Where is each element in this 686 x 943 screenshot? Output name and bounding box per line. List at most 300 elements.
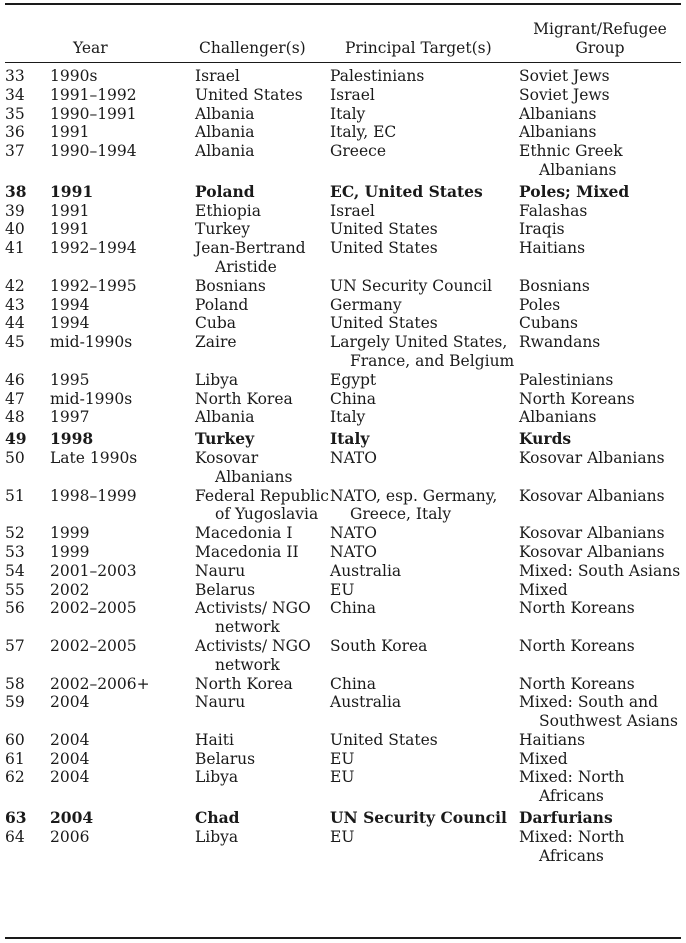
- row-group: [519, 750, 681, 769]
- row-target-text: Israel: [330, 85, 375, 104]
- row-challenger: [195, 105, 330, 124]
- row-year-text: Late 1990s: [50, 448, 138, 467]
- row-target-text: Italy: [330, 408, 366, 427]
- row-year-text: 2004: [50, 768, 90, 787]
- row-number: [5, 731, 50, 750]
- row-target-text: United States: [330, 220, 438, 239]
- row-target-text: Italy, EC: [330, 123, 397, 142]
- row-challenger: [195, 806, 330, 828]
- row-number: [5, 750, 50, 769]
- table-row: [5, 599, 681, 637]
- row-year-text: 2002–2005: [50, 599, 137, 618]
- row-target: [330, 599, 519, 637]
- row-group-text: North Koreans: [519, 636, 635, 655]
- row-year-text: 1990–1991: [50, 104, 137, 123]
- row-challenger-text: Nauru: [195, 561, 246, 580]
- row-challenger: [195, 390, 330, 409]
- row-year-text: 1990s: [50, 67, 98, 85]
- row-challenger: [195, 408, 330, 427]
- row-group: [519, 562, 681, 581]
- row-target-text: Palestinians: [330, 67, 425, 85]
- row-group-text: Kosovar Albanians: [519, 524, 665, 543]
- row-number: [5, 637, 50, 675]
- row-target: [330, 675, 519, 694]
- row-year: [50, 562, 195, 581]
- row-challenger-text: Libya: [195, 370, 239, 389]
- row-target: [330, 67, 519, 86]
- row-target-text: United States: [330, 730, 438, 749]
- row-number: [5, 105, 50, 124]
- row-number: [5, 487, 50, 525]
- row-year-text: 1994: [50, 314, 90, 333]
- row-year: [50, 314, 195, 333]
- row-number-text: 52: [5, 524, 25, 543]
- header-rule: [5, 62, 681, 63]
- row-year: [50, 142, 195, 180]
- row-group: [519, 675, 681, 694]
- row-challenger-text: Belarus: [195, 749, 256, 768]
- row-target: [330, 142, 519, 180]
- row-group-text: Albanians: [519, 104, 597, 123]
- table-row: [5, 562, 681, 581]
- table-row: [5, 750, 681, 769]
- row-target: [330, 562, 519, 581]
- row-target-text: UN Security Council: [330, 276, 493, 295]
- row-group: [519, 277, 681, 296]
- row-year-text: 1991: [50, 123, 90, 142]
- row-target: [330, 86, 519, 105]
- row-challenger: [195, 581, 330, 600]
- table-row: [5, 314, 681, 333]
- row-challenger-text: Activists/ NGO network: [195, 636, 311, 674]
- row-challenger-text: Bosnians: [195, 276, 266, 295]
- row-year-text: 1998: [50, 429, 94, 449]
- header-group: [519, 8, 681, 58]
- row-challenger-text: Cuba: [195, 314, 237, 333]
- row-number: [5, 768, 50, 806]
- row-year-text: 2002–2005: [50, 636, 137, 655]
- row-target-text: UN Security Council: [330, 808, 507, 828]
- row-year: [50, 828, 195, 866]
- table-row: [5, 637, 681, 675]
- row-challenger: [195, 487, 330, 525]
- row-number-text: 39: [5, 201, 25, 220]
- row-challenger: [195, 123, 330, 142]
- row-number: [5, 543, 50, 562]
- table-row: [5, 220, 681, 239]
- row-year: [50, 333, 195, 371]
- row-target: [330, 277, 519, 296]
- row-target-text: United States: [330, 314, 438, 333]
- row-challenger: [195, 562, 330, 581]
- row-target: [330, 581, 519, 600]
- table-row: [5, 202, 681, 221]
- row-year: [50, 768, 195, 806]
- row-number-text: 38: [5, 181, 27, 201]
- row-year: [50, 750, 195, 769]
- row-challenger-text: North Korea: [195, 674, 293, 693]
- row-year-text: 1995: [50, 370, 90, 389]
- row-challenger-text: Poland: [195, 181, 255, 201]
- row-number-text: 45: [5, 333, 25, 352]
- row-year: [50, 67, 195, 86]
- row-challenger: [195, 768, 330, 806]
- table-row: [5, 543, 681, 562]
- table-row: [5, 142, 681, 180]
- row-challenger-text: Albania: [195, 104, 255, 123]
- row-year: [50, 543, 195, 562]
- row-year: [50, 180, 195, 202]
- row-target-text: Australia: [330, 693, 402, 712]
- row-challenger: [195, 543, 330, 562]
- row-group-text: Haitians: [519, 239, 586, 258]
- row-year: [50, 693, 195, 731]
- row-target: [330, 220, 519, 239]
- row-number-text: 61: [5, 749, 25, 768]
- row-number-text: 50: [5, 448, 25, 467]
- row-challenger-text: Albania: [195, 408, 255, 427]
- row-group: [519, 239, 681, 277]
- row-group-text: Mixed: South and Southwest Asians: [519, 693, 678, 731]
- row-target-text: NATO: [330, 524, 377, 543]
- table-row: [5, 449, 681, 487]
- row-challenger-text: Albania: [195, 142, 255, 161]
- row-year-text: 2004: [50, 808, 94, 828]
- row-group: [519, 637, 681, 675]
- table-row: [5, 828, 681, 866]
- row-year-text: 2004: [50, 730, 90, 749]
- header-year: Year: [73, 39, 108, 58]
- row-challenger-text: Turkey: [195, 429, 255, 449]
- row-year-text: 2004: [50, 693, 90, 712]
- row-number-text: 60: [5, 730, 25, 749]
- row-number-text: 49: [5, 429, 27, 449]
- row-challenger-text: Jean-Bertrand Aristide: [195, 239, 306, 276]
- row-group: [519, 599, 681, 637]
- row-challenger: [195, 637, 330, 675]
- row-target-text: Greece: [330, 142, 386, 161]
- row-group: [519, 202, 681, 221]
- row-challenger: [195, 371, 330, 390]
- table-row: [5, 371, 681, 390]
- row-number-text: 54: [5, 561, 25, 580]
- row-group-text: Mixed: [519, 749, 568, 768]
- row-year-text: 1990–1994: [50, 142, 137, 161]
- row-year-text: mid-1990s: [50, 333, 133, 352]
- row-challenger-text: Haiti: [195, 730, 234, 749]
- row-challenger-text: Poland: [195, 295, 249, 314]
- table-row: [5, 67, 681, 86]
- row-number: [5, 693, 50, 731]
- row-challenger-text: Kosovar Albanians: [195, 448, 293, 486]
- row-group: [519, 142, 681, 180]
- table-row: [5, 768, 681, 806]
- row-year: [50, 427, 195, 449]
- table-row: [5, 86, 681, 105]
- row-target-text: NATO: [330, 542, 377, 561]
- row-group-text: Cubans: [519, 314, 578, 333]
- row-year: [50, 371, 195, 390]
- row-group-text: Soviet Jews: [519, 85, 610, 104]
- top-rule: [5, 3, 681, 5]
- row-target-text: Germany: [330, 295, 402, 314]
- row-group-text: Poles; Mixed: [519, 181, 630, 201]
- row-group-text: Iraqis: [519, 220, 565, 239]
- row-group: [519, 449, 681, 487]
- row-number-text: 56: [5, 599, 25, 618]
- row-year: [50, 277, 195, 296]
- row-challenger-text: Activists/ NGO network: [195, 599, 311, 637]
- row-number-text: 55: [5, 580, 25, 599]
- row-year-text: 2002–2006+: [50, 674, 150, 693]
- row-group-text: Kurds: [519, 429, 572, 449]
- row-number: [5, 581, 50, 600]
- row-target: [330, 543, 519, 562]
- row-number: [5, 427, 50, 449]
- row-group: [519, 333, 681, 371]
- row-challenger: [195, 427, 330, 449]
- row-target-text: Egypt: [330, 370, 377, 389]
- row-target: [330, 637, 519, 675]
- row-target: [330, 180, 519, 202]
- row-number: [5, 806, 50, 828]
- row-challenger: [195, 277, 330, 296]
- row-group: [519, 731, 681, 750]
- row-year: [50, 449, 195, 487]
- row-group-text: Rwandans: [519, 333, 601, 352]
- header-num: [5, 8, 50, 58]
- row-group: [519, 427, 681, 449]
- row-year-text: 1994: [50, 295, 90, 314]
- row-number-text: 63: [5, 808, 27, 828]
- row-number-text: 35: [5, 104, 25, 123]
- table-row: [5, 408, 681, 427]
- row-group-text: Bosnians: [519, 276, 590, 295]
- row-group: [519, 828, 681, 866]
- row-target: [330, 202, 519, 221]
- row-challenger: [195, 67, 330, 86]
- row-group-text: North Koreans: [519, 674, 635, 693]
- row-target-text: United States: [330, 239, 438, 258]
- row-group-text: Mixed: North Africans: [519, 827, 625, 865]
- row-number: [5, 123, 50, 142]
- row-challenger: [195, 333, 330, 371]
- table-row: [5, 524, 681, 543]
- table-row: [5, 675, 681, 694]
- row-year: [50, 105, 195, 124]
- bottom-rule: [5, 937, 681, 939]
- row-number-text: 58: [5, 674, 25, 693]
- row-challenger-text: Turkey: [195, 220, 251, 239]
- row-target-text: NATO, esp. Germany, Greece, Italy: [330, 486, 498, 524]
- row-number-text: 43: [5, 295, 25, 314]
- row-target-text: South Korea: [330, 636, 428, 655]
- row-year-text: 1997: [50, 408, 90, 427]
- row-challenger-text: Chad: [195, 808, 240, 828]
- header-challenger: Challenger(s): [199, 39, 306, 58]
- header-group-line2: Group: [575, 39, 625, 58]
- row-challenger-text: Belarus: [195, 580, 256, 599]
- table-row: [5, 333, 681, 371]
- row-number-text: 41: [5, 239, 25, 258]
- row-year-text: 2002: [50, 580, 90, 599]
- table-row: [5, 105, 681, 124]
- row-challenger: [195, 239, 330, 277]
- row-number-text: 51: [5, 486, 25, 505]
- row-target-text: China: [330, 599, 377, 618]
- row-number: [5, 828, 50, 866]
- row-challenger: [195, 220, 330, 239]
- row-group: [519, 487, 681, 525]
- row-group-text: Darfurians: [519, 808, 613, 828]
- row-year-text: 1992–1994: [50, 239, 137, 258]
- row-target-text: Largely United States, France, and Belgium: [330, 333, 515, 370]
- row-number: [5, 180, 50, 202]
- table-row: [5, 693, 681, 731]
- row-group: [519, 408, 681, 427]
- row-target: [330, 371, 519, 390]
- row-group: [519, 768, 681, 806]
- row-year: [50, 296, 195, 315]
- row-group-text: North Koreans: [519, 599, 635, 618]
- row-group: [519, 180, 681, 202]
- row-number: [5, 599, 50, 637]
- header-group-line1: Migrant/Refugee: [533, 20, 667, 39]
- row-group-text: Palestinians: [519, 370, 614, 389]
- row-year-text: 2001–2003: [50, 561, 137, 580]
- table-row: [5, 239, 681, 277]
- row-challenger-text: Israel: [195, 67, 240, 85]
- row-number: [5, 333, 50, 371]
- row-year-text: 1999: [50, 542, 90, 561]
- row-number: [5, 408, 50, 427]
- row-number-text: 46: [5, 370, 25, 389]
- row-group: [519, 86, 681, 105]
- row-target-text: Italy: [330, 429, 370, 449]
- row-target: [330, 768, 519, 806]
- row-year: [50, 637, 195, 675]
- row-target: [330, 239, 519, 277]
- row-challenger-text: United States: [195, 85, 303, 104]
- row-group: [519, 543, 681, 562]
- row-year-text: 2004: [50, 749, 90, 768]
- row-target-text: China: [330, 389, 377, 408]
- row-target: [330, 693, 519, 731]
- row-challenger: [195, 828, 330, 866]
- row-group-text: Mixed: North Africans: [519, 768, 625, 806]
- row-group: [519, 314, 681, 333]
- table-header: [5, 8, 681, 58]
- row-group-text: Kosovar Albanians: [519, 486, 665, 505]
- row-group-text: Albanians: [519, 408, 597, 427]
- row-challenger-text: Libya: [195, 768, 239, 787]
- table-row: [5, 427, 681, 449]
- row-group-text: Soviet Jews: [519, 67, 610, 85]
- row-target: [330, 105, 519, 124]
- row-challenger-text: Nauru: [195, 693, 246, 712]
- row-group-text: Mixed: South Asians: [519, 561, 681, 580]
- row-group-text: Albanians: [519, 123, 597, 142]
- row-number-text: 42: [5, 276, 25, 295]
- row-year: [50, 239, 195, 277]
- header-target: Principal Target(s): [345, 39, 492, 58]
- row-challenger: [195, 180, 330, 202]
- row-group-text: Haitians: [519, 730, 586, 749]
- row-target-text: EU: [330, 580, 355, 599]
- row-group-text: Mixed: [519, 580, 568, 599]
- row-number: [5, 239, 50, 277]
- row-target: [330, 123, 519, 142]
- row-year: [50, 599, 195, 637]
- table-row: [5, 180, 681, 202]
- row-number-text: 40: [5, 220, 25, 239]
- row-target: [330, 750, 519, 769]
- row-challenger: [195, 675, 330, 694]
- row-number-text: 53: [5, 542, 25, 561]
- row-number-text: 44: [5, 314, 25, 333]
- row-number: [5, 314, 50, 333]
- row-challenger: [195, 296, 330, 315]
- row-target-text: EU: [330, 827, 355, 846]
- row-number-text: 62: [5, 768, 25, 787]
- row-target-text: EC, United States: [330, 181, 483, 201]
- row-challenger: [195, 599, 330, 637]
- row-year: [50, 581, 195, 600]
- row-number: [5, 67, 50, 86]
- row-challenger-text: North Korea: [195, 389, 293, 408]
- row-challenger-text: Libya: [195, 827, 239, 846]
- row-target-text: Israel: [330, 201, 375, 220]
- row-challenger: [195, 202, 330, 221]
- row-challenger-text: Federal Republic of Yugoslavia: [195, 486, 329, 524]
- row-number: [5, 220, 50, 239]
- table-row: [5, 277, 681, 296]
- row-challenger: [195, 731, 330, 750]
- row-number: [5, 296, 50, 315]
- row-number: [5, 371, 50, 390]
- row-challenger-text: Ethiopia: [195, 201, 261, 220]
- row-challenger: [195, 314, 330, 333]
- row-group: [519, 105, 681, 124]
- row-number-text: 36: [5, 123, 25, 142]
- row-number: [5, 277, 50, 296]
- row-group: [519, 220, 681, 239]
- row-target-text: EU: [330, 749, 355, 768]
- row-year-text: 1991: [50, 220, 90, 239]
- row-challenger: [195, 142, 330, 180]
- table-row: [5, 731, 681, 750]
- row-group: [519, 123, 681, 142]
- row-target: [330, 487, 519, 525]
- table-row: [5, 390, 681, 409]
- row-year: [50, 487, 195, 525]
- row-group-text: Ethnic Greek Albanians: [519, 142, 623, 179]
- row-number-text: 34: [5, 85, 25, 104]
- row-number-text: 47: [5, 389, 25, 408]
- row-challenger-text: Macedonia I: [195, 524, 293, 543]
- row-group-text: North Koreans: [519, 389, 635, 408]
- row-group-text: Kosovar Albanians: [519, 448, 665, 467]
- row-number: [5, 449, 50, 487]
- row-group: [519, 581, 681, 600]
- row-target-text: NATO: [330, 448, 377, 467]
- row-challenger: [195, 750, 330, 769]
- row-number: [5, 86, 50, 105]
- row-year: [50, 524, 195, 543]
- row-group: [519, 296, 681, 315]
- table-body: [5, 67, 681, 865]
- row-target: [330, 333, 519, 371]
